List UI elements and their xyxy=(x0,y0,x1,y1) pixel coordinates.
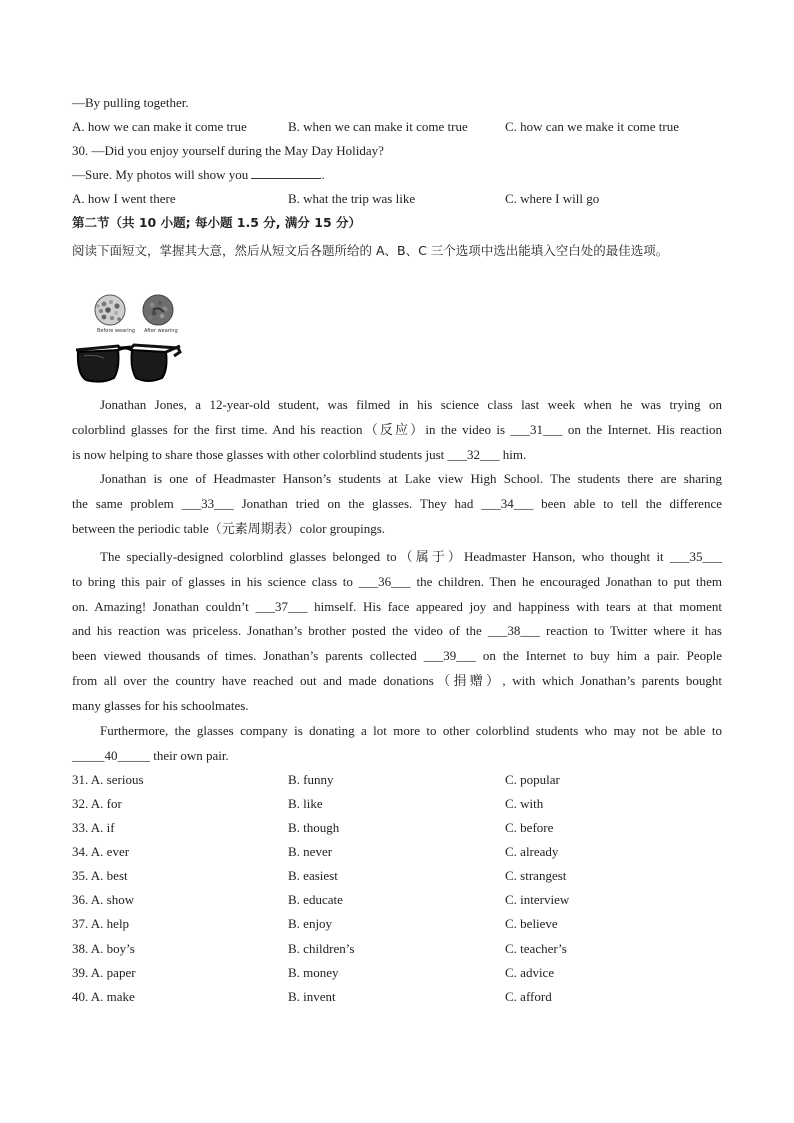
q32-option-b: B. like xyxy=(288,796,323,811)
sunglasses-icon xyxy=(76,345,180,382)
q35-option-b: B. easiest xyxy=(288,868,338,883)
passage-line: many glasses for his schoolmates. xyxy=(72,697,249,713)
q40-option-c: C. afford xyxy=(505,989,552,1004)
q39-option-b: B. money xyxy=(288,965,339,980)
q35-option-c: C. strangest xyxy=(505,868,567,883)
q30-option-a: A. how I went there xyxy=(72,191,176,206)
q37-option-c: C. believe xyxy=(505,916,558,931)
section-heading: 第二节（共 10 小题; 每小题 1.5 分, 满分 15 分） xyxy=(72,215,361,230)
passage-paragraph-2 xyxy=(72,467,722,541)
before-wearing-plate-icon xyxy=(95,295,125,325)
caption-before: Before wearing xyxy=(97,328,135,334)
passage-line: on. Amazing! Jonathan couldn’t ___37___ himself. His face appeared joy and happiness with tears at that moment xyxy=(72,598,722,614)
passage-line: to bring this pair of glasses in his science class to ___36___ the children. Then he encouraged Jonathan to put them xyxy=(72,573,722,589)
caption-after: After wearing xyxy=(144,328,178,334)
q36-option-c: C. interview xyxy=(505,892,570,907)
q32-option-c: C. with xyxy=(505,796,544,811)
q39-option-a: 39. A. paper xyxy=(72,965,136,980)
q37-option-b: B. enjoy xyxy=(288,916,333,931)
q39-option-c: C. advice xyxy=(505,965,555,980)
passage-line: from all over the country have reached out and made donations（捐赠）, with which Jonathan’s parents bought xyxy=(72,672,722,688)
passage-line: been viewed thousands of times. Jonathan’s parents collected ___39___ on the Internet to buy him a pair. People xyxy=(72,648,722,664)
q38-option-c: C. teacher’s xyxy=(505,941,567,956)
after-wearing-plate-icon xyxy=(143,295,173,325)
q32-option-a: 32. A. for xyxy=(72,796,122,811)
passage-line: The specially-designed colorblind glasses belonged to（属于）Headmaster Hanson, who thought it ___35___ xyxy=(100,549,722,564)
q31-option-b: B. funny xyxy=(288,772,334,787)
q30-question: 30. —Did you enjoy yourself during the May Day Holiday? xyxy=(72,143,384,158)
q30-option-b: B. what the trip was like xyxy=(288,191,416,206)
q30-answer-suffix: . xyxy=(321,167,325,182)
passage-line: _____40_____ their own pair. xyxy=(72,747,229,763)
q35-option-a: 35. A. best xyxy=(72,868,128,883)
q34-option-b: B. never xyxy=(288,844,333,859)
q33-option-a: 33. A. if xyxy=(72,820,115,835)
q38-option-a: 38. A. boy’s xyxy=(72,941,135,956)
q31-option-c: C. popular xyxy=(505,772,560,787)
q30-answer-line xyxy=(72,166,325,184)
q30-blank xyxy=(251,166,321,179)
passage-line: is now helping to share those glasses with other colorblind students just ___32___ him. xyxy=(72,446,527,462)
q40-option-a: 40. A. make xyxy=(72,989,135,1004)
passage-paragraph-3 xyxy=(72,545,722,719)
passage-line: colorblind glasses for the first time. And his reaction（反应）in the video is ___31___ on the Internet. His reaction xyxy=(72,421,722,437)
passage-line: and his reaction was priceless. Jonathan’s brother posted the video of the ___38___ reaction to Twitter where it has xyxy=(72,623,722,639)
q38-option-b: B. children’s xyxy=(288,941,355,956)
q30-answer-prefix: —Sure. My photos will show you xyxy=(72,167,249,182)
q31-option-a: 31. A. serious xyxy=(72,772,144,787)
q37-option-a: 37. A. help xyxy=(72,916,130,931)
section-instruction: 阅读下面短文，掌握其大意，然后从短文后各题所给的 A、B、C 三个选项中选出能填入空白处的最佳选项。 xyxy=(72,243,669,258)
passage-paragraph-4 xyxy=(72,719,722,769)
q34-option-a: 34. A. ever xyxy=(72,844,130,859)
q36-option-a: 36. A. show xyxy=(72,892,135,907)
q33-option-b: B. though xyxy=(288,820,340,835)
passage-paragraph-1 xyxy=(72,393,722,467)
passage-line: between the periodic table（元素周期表）color groupings. xyxy=(72,520,386,536)
q30-option-c: C. where I will go xyxy=(505,191,600,206)
passage-line: Jonathan is one of Headmaster Hanson’s students at Lake view High School. The students there are sharing xyxy=(100,471,722,486)
q29-answer-line: —By pulling together. xyxy=(72,95,189,110)
passage-line: the same problem ___33___ Jonathan tried on the glasses. They had ___34___ been able to tell the difference xyxy=(72,495,722,511)
q34-option-c: C. already xyxy=(505,844,559,859)
q29-option-a: A. how we can make it come true xyxy=(72,119,247,134)
q40-option-b: B. invent xyxy=(288,989,336,1004)
q29-option-b: B. when we can make it come true xyxy=(288,119,468,134)
passage-line: Furthermore, the glasses company is donating a lot more to other colorblind students who may not be able to xyxy=(100,723,722,738)
q29-option-c: C. how can we make it come true xyxy=(505,119,679,134)
passage-line: Jonathan Jones, a 12-year-old student, was filmed in his science class last week when he was trying on xyxy=(100,397,722,412)
colorblind-glasses-figure xyxy=(74,294,182,386)
q36-option-b: B. educate xyxy=(288,892,343,907)
q33-option-c: C. before xyxy=(505,820,554,835)
